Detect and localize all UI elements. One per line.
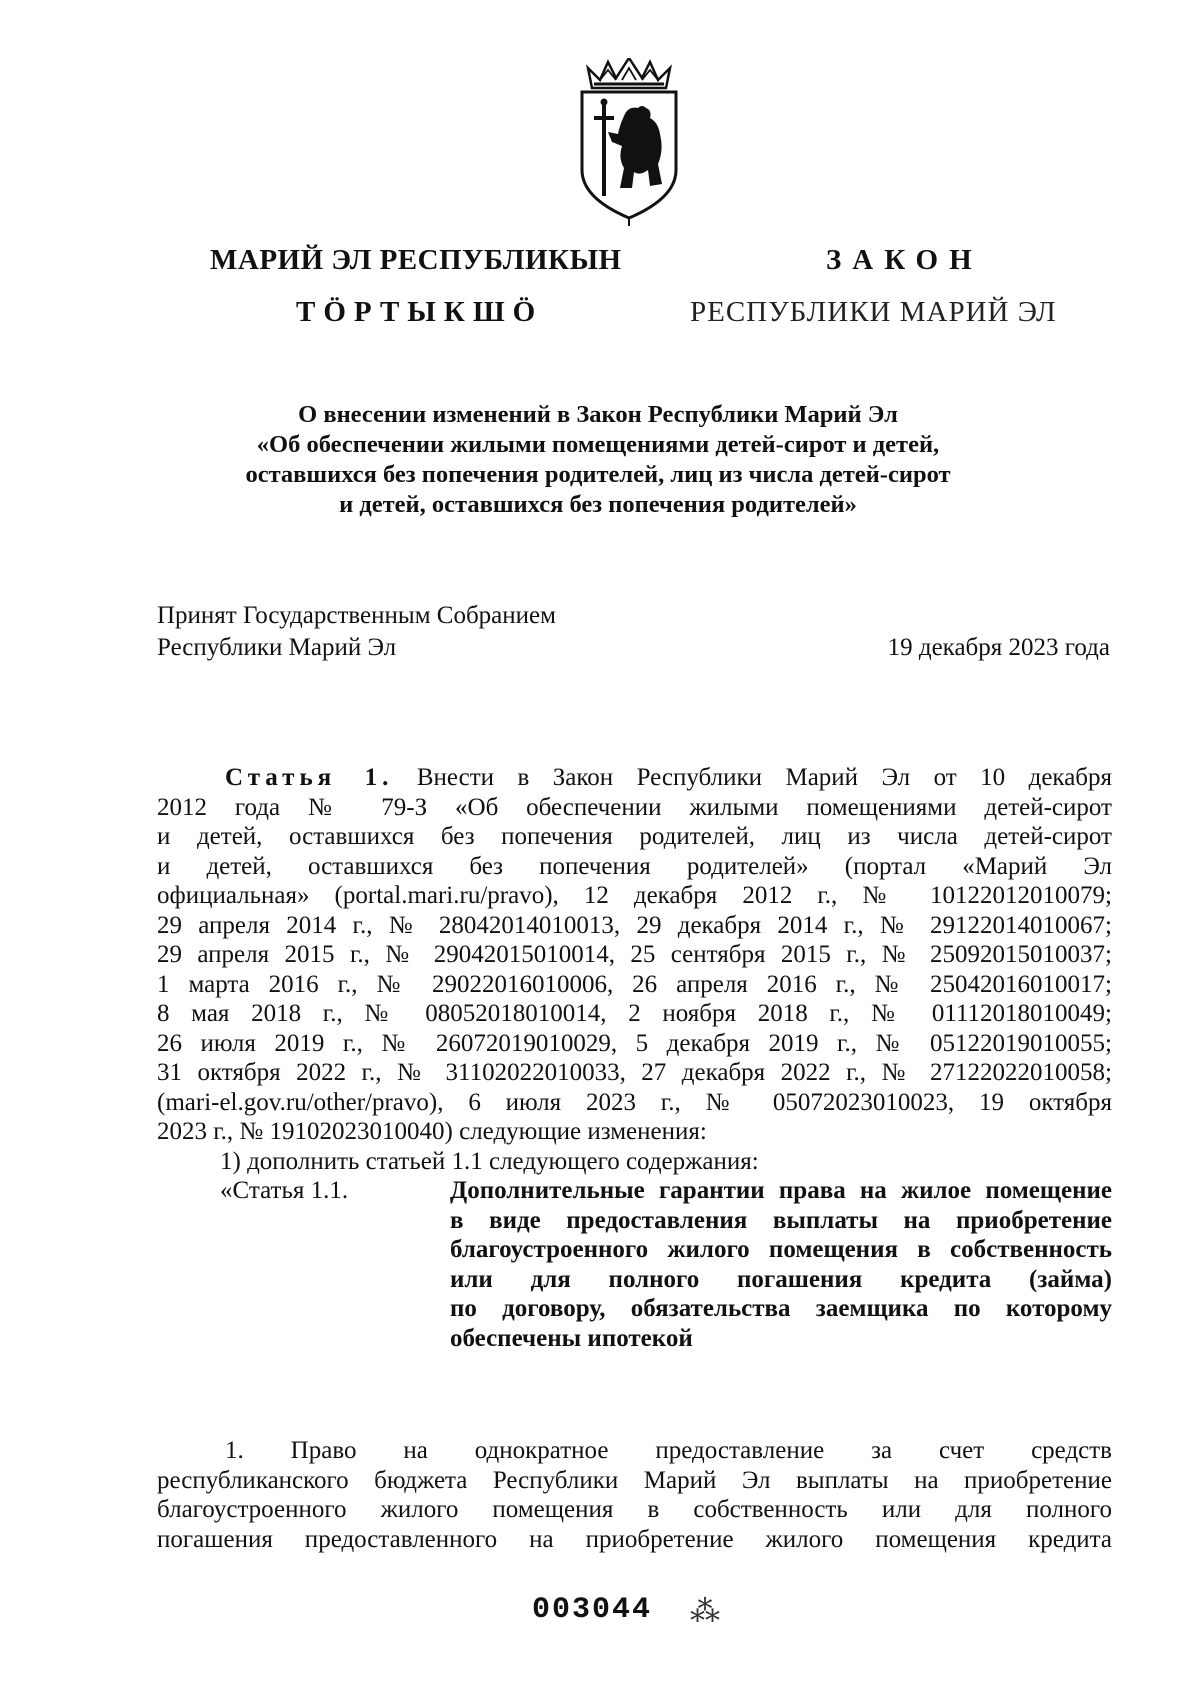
new-article-title-line: в виде предоставления выплаты на приобретение — [450, 1206, 1112, 1234]
article-1-line: 2012 года № 79-З «Об обеспечении жилыми помещениями детей-сирот — [157, 793, 1112, 821]
law-title-line: оставшихся без попечения родителей, лиц из числа детей-сирот — [245, 461, 951, 488]
article-1-line: 29 апреля 2014 г., № 28042014010013, 29 декабря 2014 г., № 29122014010067; — [157, 911, 1112, 939]
new-article-label: «Статья 1.1. — [220, 1177, 349, 1204]
adoption-info — [157, 600, 556, 664]
paragraph-1-line: погашения предоставленного на приобретение жилого помещения кредита — [157, 1525, 1112, 1553]
law-title-line: О внесении изменений в Закон Республики Марий Эл — [298, 401, 898, 428]
new-article-heading — [157, 1176, 1112, 1353]
article-1-line: 29 апреля 2015 г., № 29042015010014, 25 сентября 2015 г., № 25092015010037; — [157, 941, 1112, 968]
article-1-line: 1 марта 2016 г., № 29022016010006, 26 апреля 2016 г., № 25042016010017; — [157, 970, 1112, 998]
header-right-line2: РЕСПУБЛИКИ МАРИЙ ЭЛ — [690, 296, 1057, 328]
crown-icon — [588, 58, 670, 88]
new-article-title-line: обеспечены ипотекой — [450, 1324, 693, 1352]
article-1-line: официальная» (portal.mari.ru/pravo), 12 декабря 2012 г., № 10122012010079; — [157, 882, 1112, 909]
new-article-title-line: или для полного погашения кредита (займа) — [450, 1265, 1112, 1293]
article-1-line: и детей, оставшихся без попечения родителей» (портал «Марий Эл — [157, 852, 1112, 880]
amendment-item-1: 1) дополнить статьей 1.1 следующего содержания: — [220, 1147, 759, 1175]
header-left-line1: МАРИЙ ЭЛ РЕСПУБЛИКЫН — [210, 244, 622, 276]
new-article-title-line: благоустроенного жилого помещения в собственность — [450, 1236, 1112, 1263]
adoption-line: Республики Марий Эл — [157, 634, 397, 661]
new-article-title-line: по договору, обязательства заемщика по которому — [450, 1295, 1112, 1322]
law-title-line: «Об обеспечении жилыми помещениями детей-сирот и детей, — [256, 431, 940, 458]
header-left-line2: ТӦРТЫКШӦ — [296, 296, 544, 328]
asterism-icon: ⁂ — [690, 1595, 720, 1628]
article-1-line: и детей, оставшихся без попечения родителей, лиц из числа детей-сирот — [157, 823, 1112, 850]
new-article-title — [450, 1176, 1112, 1353]
paragraph-1 — [157, 1436, 1112, 1554]
paragraph-1-line: благоустроенного жилого помещения в собственность или для полного — [157, 1496, 1112, 1523]
article-1-line: 2023 г., № 19102023010040) следующие изменения: — [157, 1118, 707, 1145]
coat-of-arms — [578, 58, 680, 228]
article-1-line: 8 мая 2018 г., № 08052018010014, 2 ноября 2018 г., № 01112018010049; — [157, 1000, 1112, 1027]
header-right-line1: ЗАКОН — [826, 244, 983, 276]
article-1-line: (mari-el.gov.ru/other/pravo), 6 июля 2023 г., № 05072023010023, 19 октября — [157, 1088, 1112, 1116]
law-title-line: и детей, оставшихся без попечения родителей» — [339, 491, 857, 518]
article-1-line: 31 октября 2022 г., № 31102022010033, 27 декабря 2022 г., № 27122022010058; — [157, 1059, 1112, 1086]
adoption-line: Принят Государственным Собранием — [157, 602, 556, 629]
law-title — [120, 400, 1076, 520]
article-1-line: Статья 1. Внести в Закон Республики Марий Эл от 10 декабря — [225, 764, 1113, 791]
article-1 — [157, 763, 1112, 1353]
article-1-label: Статья 1. — [225, 764, 394, 791]
adoption-date: 19 декабря 2023 года — [887, 634, 1110, 661]
paragraph-1-line: 1. Право на однократное предоставление за счет средств — [225, 1437, 1112, 1464]
paragraph-1-line: республиканского бюджета Республики Марий Эл выплаты на приобретение — [157, 1466, 1112, 1494]
document-number-stamp: 003044 — [532, 1593, 653, 1627]
article-1-line: 26 июля 2019 г., № 26072019010029, 5 декабря 2019 г., № 05122019010055; — [157, 1029, 1112, 1057]
new-article-title-line: Дополнительные гарантии права на жилое помещение — [450, 1177, 1112, 1204]
